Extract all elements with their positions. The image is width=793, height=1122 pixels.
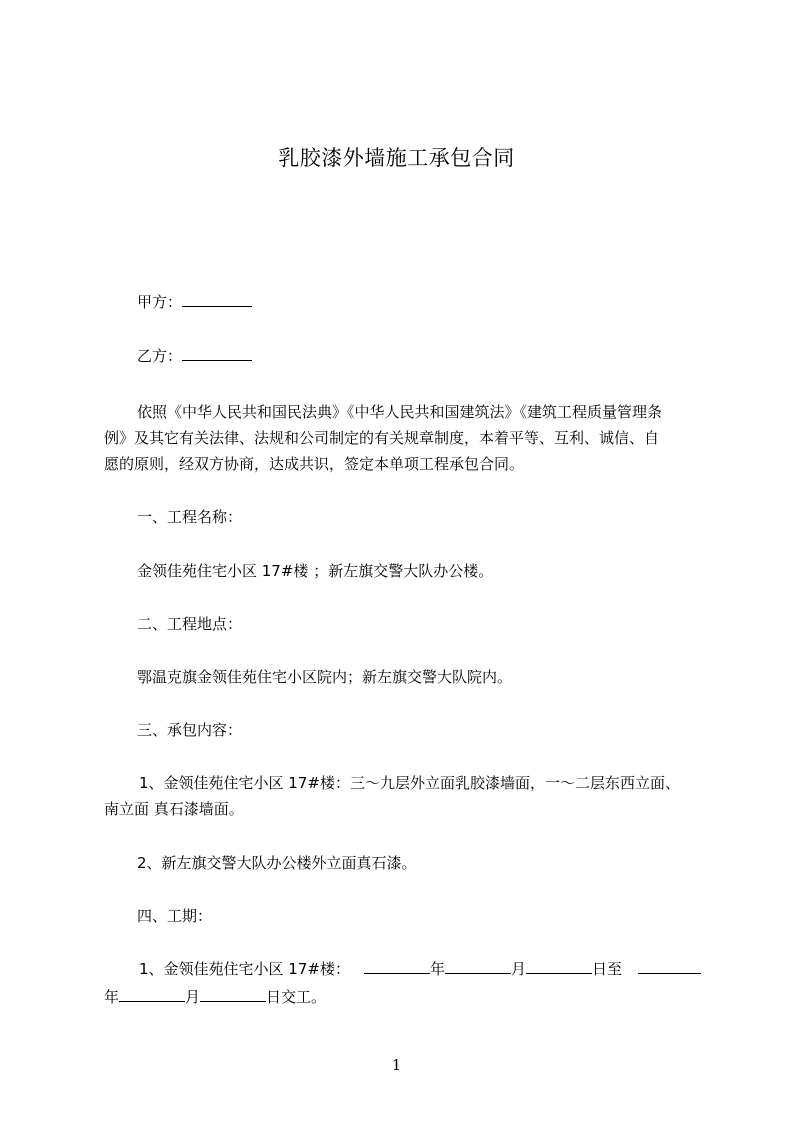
party-a-line	[137, 291, 252, 312]
start-month-blank	[445, 958, 511, 974]
section-3-item-1-line-1: 1、金领佳苑住宅小区 17#楼：三～九层外立面乳胶漆墙面，一～二层东西立面、	[139, 774, 680, 792]
end-month-label: 月	[185, 988, 201, 1006]
section-4-heading: 四、工期：	[137, 907, 213, 925]
day-to-label: 日至	[592, 960, 623, 978]
section-4-item-1-line-2	[104, 986, 326, 1007]
day-done-label: 日交工。	[266, 988, 327, 1006]
end-day-blank	[200, 986, 266, 1002]
preamble-line-3: 愿的原则，经双方协商，达成共识，签定本单项工程承包合同。	[104, 455, 525, 473]
document-title: 乳胶漆外墙施工承包合同	[278, 146, 515, 170]
start-year-blank	[364, 958, 430, 974]
end-year-label: 年	[104, 988, 120, 1006]
preamble-line-2: 例》及其它有关法律、法规和公司制定的有关规章制度，本着平等、互利、诚信、自	[104, 429, 660, 447]
year-label: 年	[429, 960, 445, 978]
section-1-heading: 一、工程名称：	[137, 508, 243, 526]
preamble-line-1: 依照《中华人民共和国民法典》《中华人民共和国建筑法》《建筑工程质量管理条	[137, 403, 663, 421]
section-4-item-1-prefix: 1、金领佳苑住宅小区 17#楼：	[139, 960, 350, 978]
party-a-blank	[182, 291, 252, 307]
section-1-text: 金领佳苑住宅小区 17#楼 ；新左旗交警大队办公楼。	[137, 562, 494, 580]
party-b-line	[137, 345, 252, 366]
section-2-heading: 二、工程地点：	[137, 615, 243, 633]
section-3-item-1-line-2: 南立面 真石漆墙面。	[104, 800, 244, 818]
section-3-item-2: 2、新左旗交警大队办公楼外立面真石漆。	[137, 854, 417, 872]
start-day-blank	[526, 958, 592, 974]
section-4-item-1-line-1	[139, 958, 701, 979]
page-number: 1	[391, 1056, 402, 1074]
end-month-blank	[119, 986, 185, 1002]
section-2-text: 鄂温克旗金领佳苑住宅小区院内；新左旗交警大队院内。	[137, 668, 513, 686]
section-3-heading: 三、承包内容：	[137, 721, 243, 739]
party-a-label: 甲方：	[137, 293, 183, 311]
month-label: 月	[510, 960, 526, 978]
party-b-label: 乙方：	[137, 347, 183, 365]
end-year-blank-part	[638, 958, 701, 974]
party-b-blank	[182, 345, 252, 361]
